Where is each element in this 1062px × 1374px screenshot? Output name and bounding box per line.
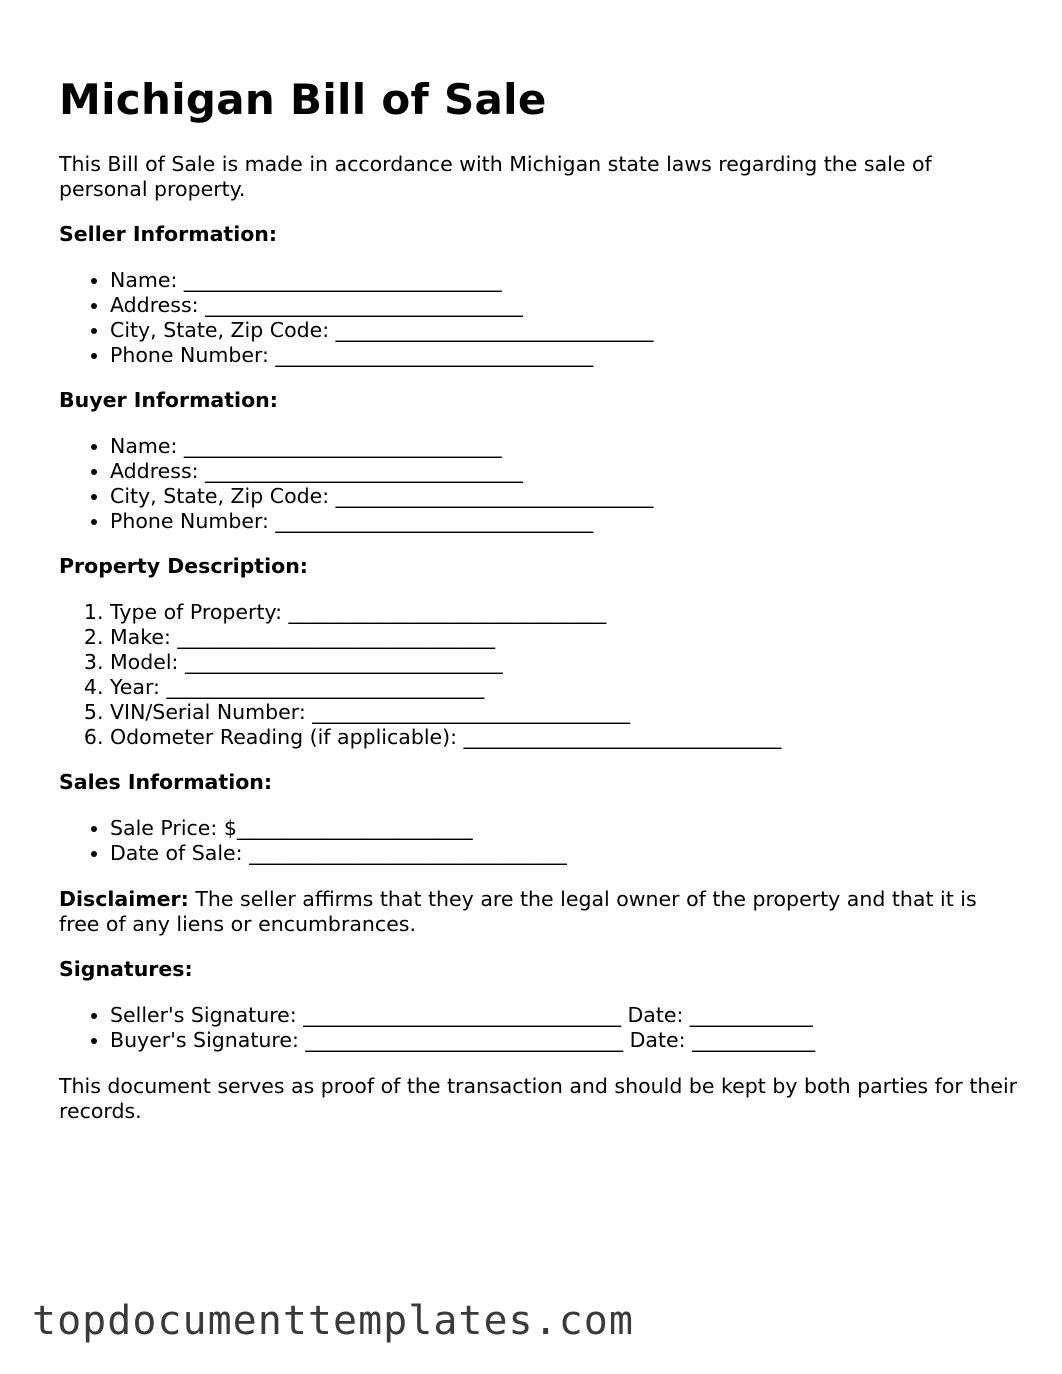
seller-name-field: • Name: _______________________________: [110, 268, 1019, 293]
page-title: Michigan Bill of Sale: [59, 75, 547, 124]
intro-paragraph: This Bill of Sale is made in accordance with Michigan state laws regarding the sale of personal property.: [59, 152, 932, 201]
document-page: [59, 74, 1019, 1124]
sales-list: [59, 816, 1019, 866]
signatures-heading: Signatures:: [59, 957, 193, 981]
buyer-city-state-zip-field: • City, State, Zip Code: _______________________________: [110, 484, 1019, 509]
buyer-address-field: • Address: _______________________________: [110, 459, 1019, 484]
property-vin-field: 5. VIN/Serial Number: _______________________________: [110, 700, 1019, 725]
disclaimer-paragraph: [59, 887, 1019, 937]
signatures-list: [59, 1003, 1019, 1053]
watermark-text: topdocumenttemplates.com: [32, 1298, 634, 1344]
property-type-field: 1. Type of Property: _______________________________: [110, 600, 1019, 625]
property-make-field: 2. Make: _______________________________: [110, 625, 1019, 650]
buyer-list: [59, 434, 1019, 534]
seller-heading: Seller Information:: [59, 222, 278, 246]
sales-heading: Sales Information:: [59, 770, 273, 794]
sale-price-field: • Sale Price: $_______________________: [110, 816, 1019, 841]
property-odometer-field: 6. Odometer Reading (if applicable): _______________________________: [110, 725, 1019, 750]
closing-paragraph: This document serves as proof of the transaction and should be kept by both parties for their records.: [59, 1074, 1018, 1123]
seller-city-state-zip-field: • City, State, Zip Code: _______________________________: [110, 318, 1019, 343]
property-model-field: 3. Model: _______________________________: [110, 650, 1019, 675]
seller-list: [59, 268, 1019, 368]
property-list: [59, 600, 1019, 750]
property-heading: Property Description:: [59, 554, 308, 578]
sale-date-field: • Date of Sale: _______________________________: [110, 841, 1019, 866]
buyer-name-field: • Name: _______________________________: [110, 434, 1019, 459]
disclaimer-text: The seller affirms that they are the legal owner of the property and that it is free of any liens or encumbrances.: [59, 887, 977, 936]
seller-address-field: • Address: _______________________________: [110, 293, 1019, 318]
disclaimer-label: Disclaimer:: [59, 887, 189, 911]
seller-phone-field: • Phone Number: _______________________________: [110, 343, 1019, 368]
buyer-heading: Buyer Information:: [59, 388, 278, 412]
buyer-phone-field: • Phone Number: _______________________________: [110, 509, 1019, 534]
property-year-field: 4. Year: _______________________________: [110, 675, 1019, 700]
seller-signature-field: • Seller's Signature: _______________________________ Date: ____________: [110, 1003, 1019, 1028]
buyer-signature-field: • Buyer's Signature: _______________________________ Date: ____________: [110, 1028, 1019, 1053]
